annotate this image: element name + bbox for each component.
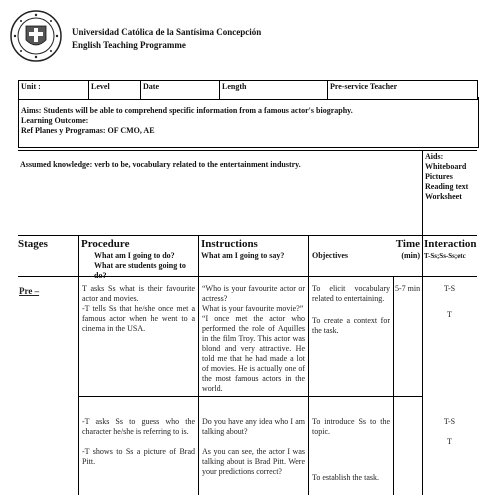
procedure-table	[18, 236, 477, 495]
interaction-cell: T-S T	[443, 417, 456, 446]
procedure-cell: -T asks Ss to guess who the character he/she is referring to is. -T shows to Ss a picture of Brad Pitt.	[82, 417, 195, 466]
stage-pre-label: Pre –	[19, 286, 40, 296]
column-divider	[78, 236, 79, 495]
length-cell: Length	[220, 81, 328, 100]
interaction-header: Interaction T-Ss;Ss-Ss;etc	[424, 238, 477, 260]
instructions-sub: What am I going to say?	[201, 251, 285, 260]
time-header: Time (min)	[392, 238, 420, 261]
interaction-sub: T-Ss;Ss-Ss;etc	[424, 252, 466, 260]
level-cell: Level	[89, 81, 141, 100]
column-divider	[308, 236, 309, 495]
procedure-cell: T asks Ss what is their favourite actor and movies. -T tells Ss that he/she once met a famous actor when he went to a cinema in the USA.	[82, 284, 195, 333]
objectives-header: Objectives	[312, 251, 348, 260]
column-divider	[422, 236, 423, 495]
time-sub: (min)	[401, 251, 420, 260]
column-divider	[198, 236, 199, 495]
procedure-sub2: What are students going to do?	[94, 261, 186, 280]
time-cell: 5-7 min	[395, 284, 421, 293]
aims-text: Aims: Students will be able to comprehend specific information from a famous actor's biography.	[21, 106, 353, 115]
aid-item: Whiteboard	[425, 162, 467, 171]
learning-outcome: Learning Outcome:	[21, 116, 89, 125]
instructions-cell: Do you have any idea who I am talking about? As you can see, the actor I was talking about is Brad Pitt. Were your predictions correct?	[202, 417, 305, 476]
row-divider	[78, 396, 422, 397]
assumed-knowledge-section	[18, 150, 477, 236]
assumed-knowledge-text: Assumed knowledge: verb to be, vocabulary related to the entertainment industry.	[20, 160, 301, 169]
interaction-cell: T-S T	[443, 284, 456, 319]
unit-cell: Unit :	[19, 81, 89, 100]
procedure-header: Procedure What am I going to do? What are students going to do?	[80, 238, 198, 281]
aids-cell	[422, 151, 480, 235]
instructions-cell: “Who is your favourite actor or actress? What is your favourite movie?” “I once met the actor who performed the role of Aquilles in the film Troy. This actor was blond and very attractive. He told me that he had made a lot of movies. He is actually one of the most famous actors in the world.	[202, 284, 305, 393]
objectives-cell: To introduce Ss to the topic. To establish the task.	[312, 417, 390, 482]
aid-item: Pictures	[425, 172, 453, 181]
aid-item: Reading text	[425, 182, 469, 191]
aid-item: Worksheet	[425, 192, 462, 201]
ref-planes: Ref Planes y Programas: OF CMO, AE	[21, 126, 155, 135]
document-header	[72, 26, 261, 52]
procedure-sub1: What am I going to do?	[94, 251, 175, 260]
instructions-header: Instructions What am I going to say?	[201, 238, 308, 261]
stages-header: Stages	[18, 238, 48, 250]
programme-name: English Teaching Programme	[72, 40, 186, 50]
teacher-cell: Pre-service Teacher	[328, 81, 478, 100]
university-name: Universidad Católica de la Santísima Concepción	[72, 27, 262, 37]
university-seal-logo	[10, 10, 62, 62]
date-cell: Date	[141, 81, 220, 100]
column-divider	[393, 276, 394, 495]
objectives-cell: To elicit vocabulary related to entertaining. To create a context for the task.	[312, 284, 390, 335]
aids-title: Aids:	[425, 152, 444, 161]
aims-section	[18, 97, 479, 148]
